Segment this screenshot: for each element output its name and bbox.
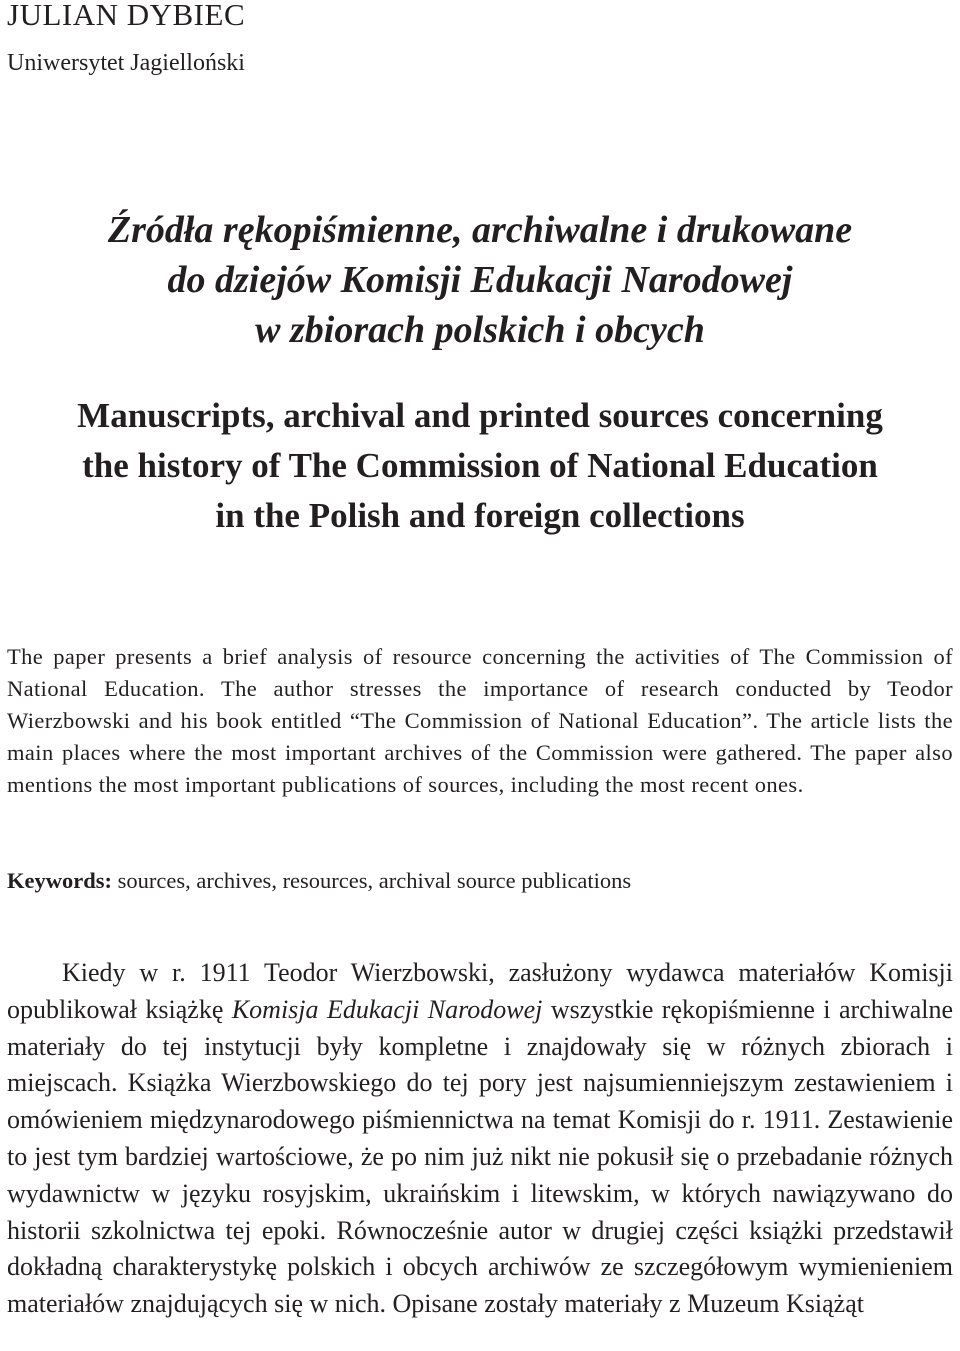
body-text-part: Kiedy w r. 1911 Teodor Wierzbowski, zasłużony wydawca materiałów Komisji opublikował książkę (7, 958, 953, 1024)
title-polish-line: do dziejów Komisji Edukacji Narodowej (167, 259, 793, 301)
body-paragraph (7, 955, 953, 1323)
author-affiliation: Uniwersytet Jagielloński (7, 50, 245, 76)
body-text-part: wszystkie rękopiśmienne i archiwalne materiały do tej instytucji były kompletne i znajdowały się w różnych zbiorach i miejscach. Książka Wierzbowskiego do tej pory jest najsumienniejszym zestawieniem i omówieniem międzynarodowego piśmiennictwa na temat Komisji do r. 1911. Zestawienie to jest tym bardziej wartościowe, że po nim już nikt nie pokusił się o przebadanie różnych wydawnictw w języku rosyjskim, ukraińskim i litewskim, w których nawiązywano do historii szkolnictwa tej epoki. Równocześnie autor w drugiej części książki przedstawił dokładną charakterystykę polskich i obcych archiwów ze szczegółowym wymienieniem materiałów znajdujących się w nich. Opisane zostały materiały z Muzeum Książąt (7, 994, 953, 1319)
title-polish-line: Źródła rękopiśmienne, archiwalne i drukowane (107, 209, 853, 251)
keywords-line (7, 865, 953, 897)
keywords-value: sources, archives, resources, archival source publications (112, 868, 632, 893)
title-english-line: in the Polish and foreign collections (215, 496, 745, 535)
title-polish (0, 205, 960, 355)
title-polish-line: w zbiorach polskich i obcych (255, 309, 705, 351)
abstract-paragraph: The paper presents a brief analysis of resource concerning the activities of The Commission of National Education. The author stresses the importance of research conducted by Teodor Wierzbowski and his book entitled “The Commission of National Education”. The article lists the main places where the most important archives of the Commission were gathered. The paper also mentions the most important publications of sources, including the most recent ones. (7, 644, 953, 797)
book-title-italic: Komisja Edukacji Narodowej (231, 994, 543, 1024)
author-name: JULIAN DYBIEC (7, 0, 246, 32)
title-english-line: the history of The Commission of National Education (82, 446, 878, 485)
title-english (0, 391, 960, 541)
title-english-line: Manuscripts, archival and printed sources concerning (77, 396, 883, 435)
keywords-label: Keywords: (7, 868, 112, 893)
